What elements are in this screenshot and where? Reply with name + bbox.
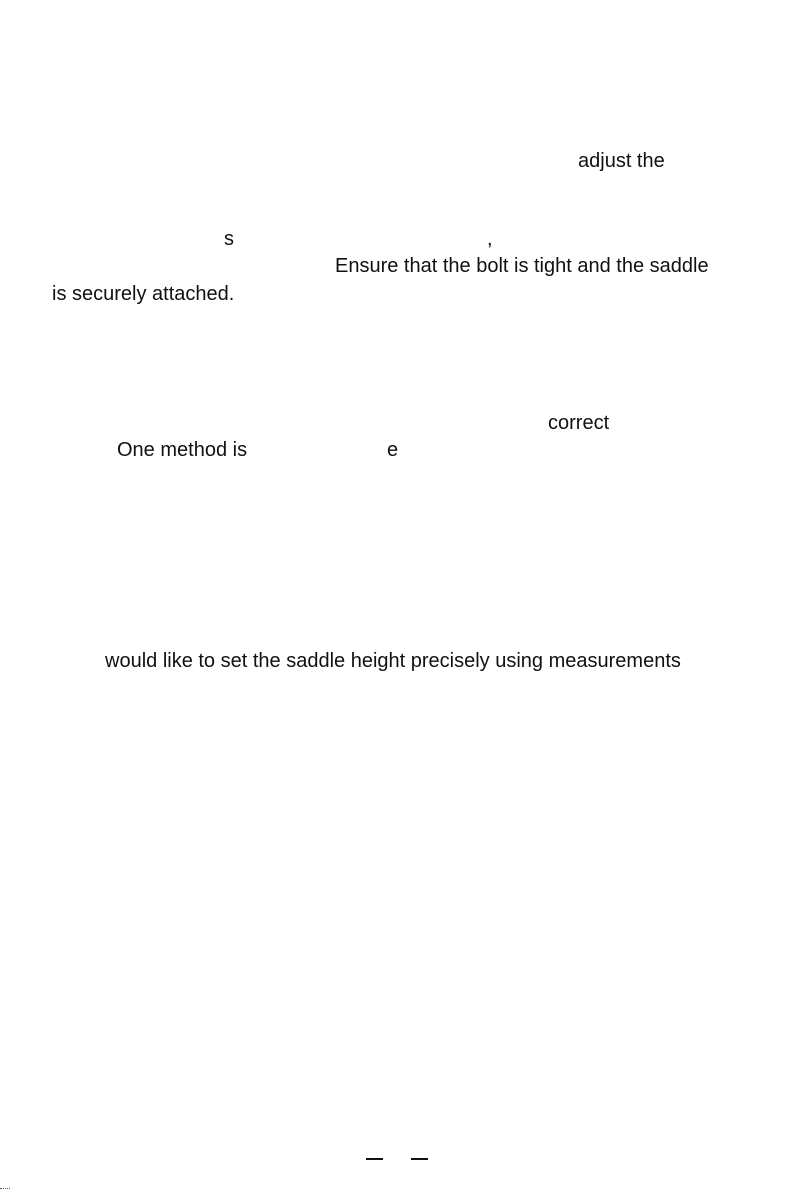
text-fragment-one-method: One method is	[117, 439, 248, 461]
text-fragment-adjust-the: adjust the	[578, 150, 665, 172]
text-fragment-e: e	[387, 439, 399, 461]
page-number-dash-left	[366, 1158, 383, 1160]
page-number-dash-right	[411, 1158, 428, 1160]
text-fragment-comma: ,	[487, 228, 493, 250]
text-fragment-s: s	[224, 228, 234, 250]
text-fragment-correct: correct	[548, 412, 610, 434]
text-fragment-securely-attached: is securely attached.	[52, 283, 235, 305]
text-fragment-saddle-height: would like to set the saddle height precisely using measurements	[105, 650, 681, 672]
corner-crop-mark	[0, 1188, 10, 1192]
text-fragment-ensure-bolt: Ensure that the bolt is tight and the saddle	[335, 255, 709, 277]
